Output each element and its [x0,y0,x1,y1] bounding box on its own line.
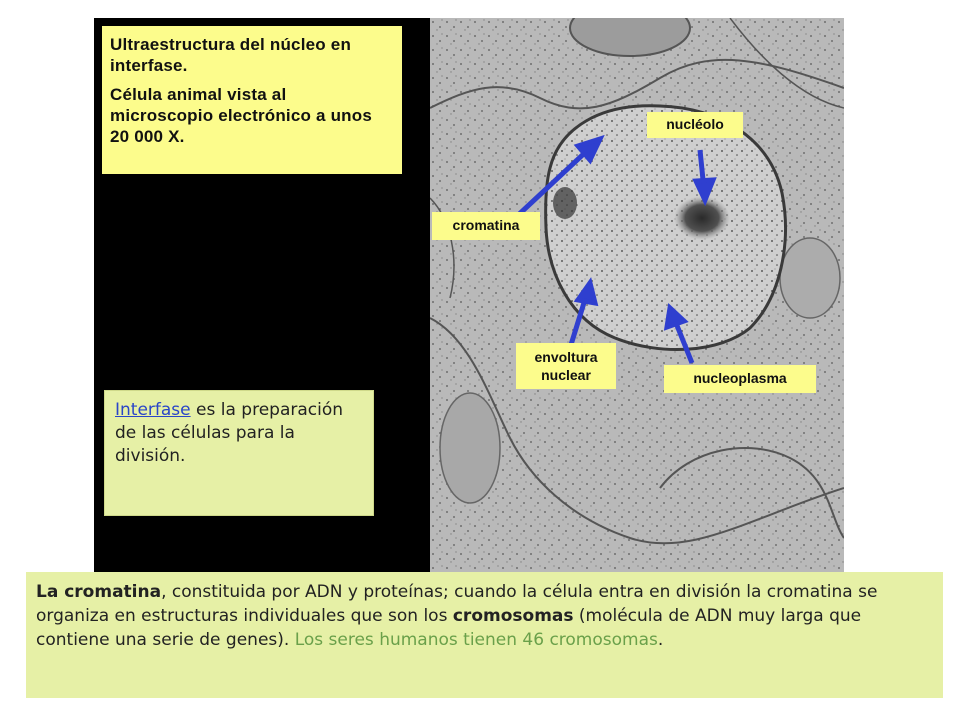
note-text: es la preparación de las células para la división. [115,400,344,466]
bold-cromatina: La cromatina [36,582,162,602]
label-envoltura-nuclear: envoltura nuclear [516,343,616,389]
chromosome-count-text: Los seres humanos tienen 46 cromosomas [294,630,658,650]
title-box [102,26,402,174]
cromatina-explanation [26,572,943,698]
interfase-link[interactable]: Interfase [115,400,191,420]
label-cromatina: cromatina [432,212,540,240]
bold-cromosomas: cromosomas [452,606,574,626]
title-line-1: Ultraestructura del núcleo en interfase. [110,35,352,75]
electron-micrograph [430,18,844,572]
explanation-end: . [657,630,664,650]
title-line-2: Célula animal vista al microscopio electrónico a unos 20 000 X. [110,85,373,146]
label-nucleolo: nucléolo [647,112,743,138]
interfase-note [104,390,374,516]
explanation-text-2: (molécula de ADN muy larga que contiene una serie de genes). [36,606,862,650]
label-nucleoplasma: nucleoplasma [664,365,816,393]
micrograph-image [430,18,844,572]
explanation-text-1: , constituida por ADN y proteínas; cuando la célula entra en división la cromatina se organiza en estructuras individuales que son los [36,582,878,626]
